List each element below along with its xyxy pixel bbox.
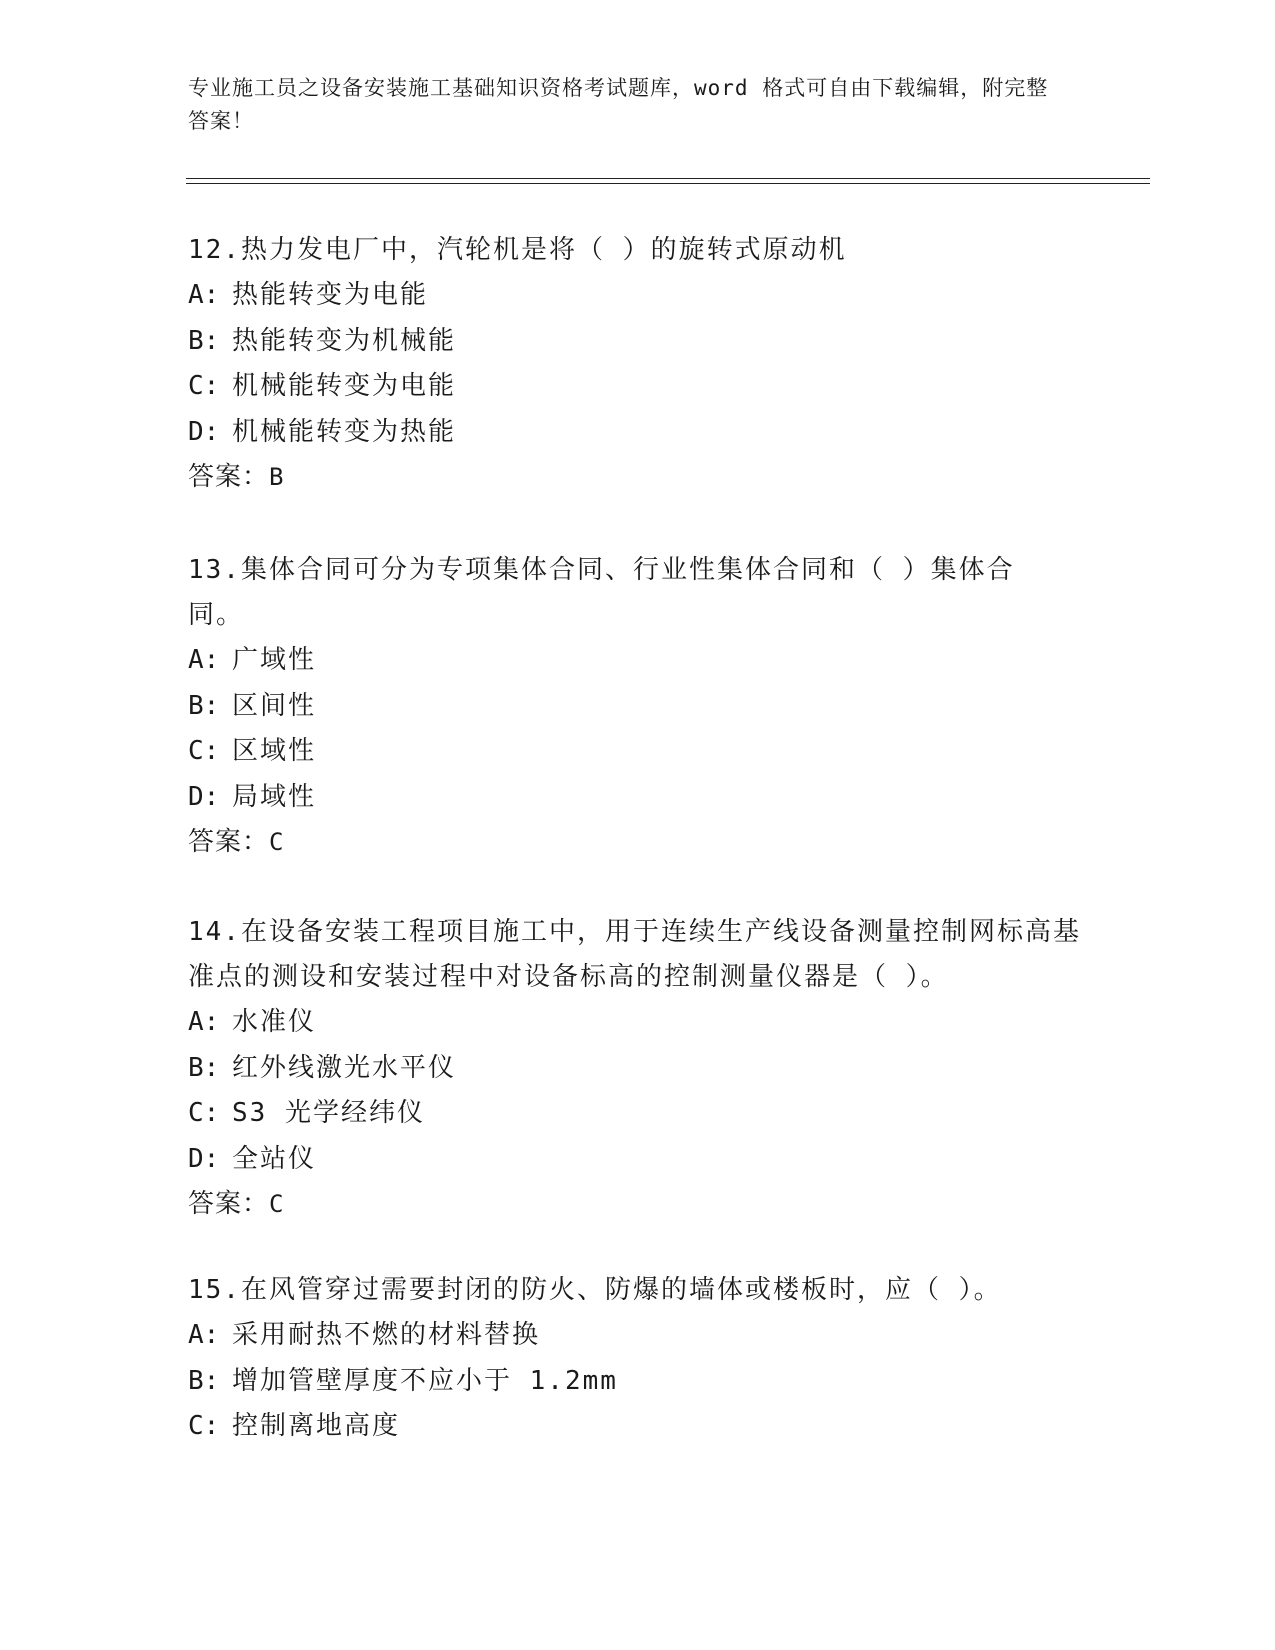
option-text: 广域性: [232, 645, 317, 675]
option-d: [188, 775, 1058, 821]
option-b: [188, 1046, 1088, 1092]
option-letter: A:: [188, 645, 220, 675]
option-text: 区域性: [232, 736, 317, 766]
option-letter: C:: [188, 371, 220, 401]
option-text: S3 光学经纬仪: [232, 1098, 425, 1128]
question-15: [188, 1268, 1088, 1450]
answer-value: C: [269, 828, 284, 856]
option-letter: B:: [188, 690, 220, 721]
option-text: 增加管壁厚度不应小于 1.2mm: [232, 1365, 618, 1396]
option-d: [188, 410, 1088, 456]
question-13: [188, 548, 1058, 866]
question-stem: 14.在设备安装工程项目施工中，用于连续生产线设备测量控制网标高基准点的测设和安装过程中对设备标高的控制测量仪器是（ ）。: [188, 917, 1081, 992]
header-divider-top: [186, 178, 1150, 179]
option-letter: B:: [188, 1365, 220, 1396]
answer-line: [188, 820, 1058, 866]
question-stem: 12.热力发电厂中，汽轮机是将（ ）的旋转式原动机: [188, 235, 847, 265]
question-14: [188, 910, 1088, 1228]
option-text: 局域性: [232, 781, 317, 812]
option-text: 红外线激光水平仪: [232, 1052, 457, 1083]
option-letter: D:: [188, 781, 220, 812]
option-a: [188, 638, 1058, 684]
option-letter: D:: [188, 416, 220, 447]
document-header: 专业施工员之设备安装施工基础知识资格考试题库，word 格式可自由下载编辑，附完整答案！: [188, 76, 1049, 133]
option-letter: C:: [188, 736, 220, 766]
option-text: 机械能转变为热能: [232, 416, 457, 447]
answer-label: 答案：: [188, 462, 270, 492]
option-text: 水准仪: [232, 1007, 317, 1037]
option-c: [188, 364, 1088, 410]
option-letter: A:: [188, 1320, 220, 1350]
question-stem: 15.在风管穿过需要封闭的防火、防爆的墙体或楼板时，应（ ）。: [188, 1275, 1002, 1305]
option-text: 热能转变为电能: [232, 280, 429, 310]
option-letter: A:: [188, 1007, 220, 1037]
option-text: 采用耐热不燃的材料替换: [232, 1320, 541, 1350]
option-text: 热能转变为机械能: [232, 325, 457, 356]
answer-label: 答案：: [188, 827, 270, 857]
option-c: [188, 729, 1058, 775]
option-b: [188, 319, 1088, 365]
option-c: [188, 1404, 1088, 1450]
question-12: [188, 228, 1088, 501]
option-letter: D:: [188, 1143, 220, 1174]
answer-value: C: [269, 1190, 284, 1218]
option-text: 控制离地高度: [232, 1411, 401, 1441]
option-text: 全站仪: [232, 1143, 317, 1174]
answer-label: 答案：: [188, 1189, 270, 1219]
option-b: [188, 1359, 1088, 1405]
answer-line: [188, 455, 1088, 501]
option-a: [188, 1000, 1088, 1046]
option-d: [188, 1137, 1088, 1183]
option-letter: B:: [188, 1052, 220, 1083]
header-divider-bottom: [186, 183, 1150, 184]
question-stem: 13.集体合同可分为专项集体合同、行业性集体合同和（ ）集体合同。: [188, 555, 1015, 630]
option-text: 机械能转变为电能: [232, 371, 457, 401]
option-a: [188, 1313, 1088, 1359]
answer-line: [188, 1182, 1088, 1228]
option-letter: C:: [188, 1098, 220, 1128]
option-letter: B:: [188, 325, 220, 356]
answer-value: B: [269, 463, 284, 491]
option-c: [188, 1091, 1088, 1137]
option-letter: C:: [188, 1411, 220, 1441]
option-text: 区间性: [232, 690, 317, 721]
option-letter: A:: [188, 280, 220, 310]
option-a: [188, 273, 1088, 319]
option-b: [188, 684, 1058, 730]
